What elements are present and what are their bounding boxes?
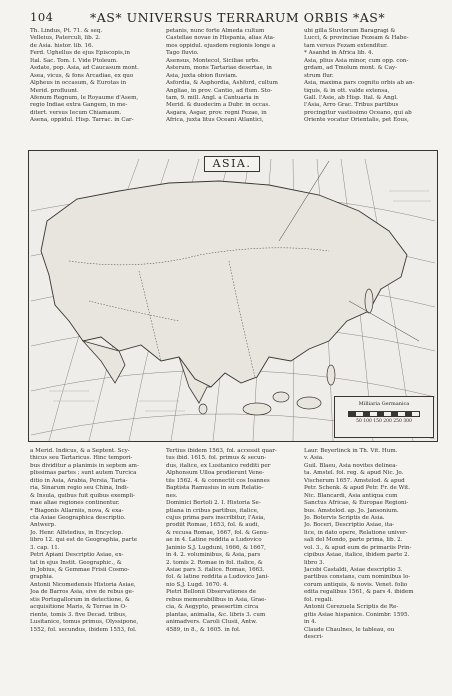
text-line: Ital. Sac. Tom. I. Vide Ptoleum. <box>30 57 118 64</box>
text-line: bus. Amstelod. ap. Jo. Jansonium. <box>304 507 399 514</box>
text-line: regio Indiae extra Gangem, in me- <box>30 102 128 109</box>
scale-label: Milliaria Germanica <box>358 401 410 407</box>
text-line: cia, & Aegypto, praesertim circa <box>166 604 259 611</box>
text-line: * Biagonis Allarniis, nova, & exa- <box>30 507 124 514</box>
text-line: cta Asiae Geographica descriptio. <box>30 514 126 521</box>
text-line: bus dividitur a planimis in septem am- <box>30 462 139 469</box>
text-line: tiquis, & in ott. valde extensa, <box>304 87 390 94</box>
text-line: dus, italice, ex Lusitanico redditi per <box>166 462 271 469</box>
text-line: Merid. & duodecim a Dubr. in occas. <box>166 102 271 109</box>
text-line: Dominici Bertoli 2. I. Historia Se- <box>166 500 261 507</box>
text-line: Asiae pars 3. italice. Romae, 1663. <box>166 567 265 573</box>
text-line: Antonii Nicomedensis Historia Asiae, <box>30 581 136 588</box>
bottom-column-1 <box>30 448 158 682</box>
text-line: * Asanhd in Africa lib. 4. <box>304 50 374 57</box>
text-line: Velleius, Paterculi, lib. 2. <box>30 35 101 42</box>
text-line: plantas, animalia, &c. libris 3. cum <box>166 611 266 618</box>
text-line: thicus seu Tartaricus. Hinc tempori- <box>30 455 133 462</box>
text-line: 2. tomis 2. Romae in fol. italice, & <box>166 559 263 566</box>
text-line: plissimas partes ; sunt autem Turcica <box>30 470 137 477</box>
text-line: grdam, ad Tmolum mont. & Cay- <box>304 65 398 72</box>
text-line: & recusa Romae, 1667, fol. & Genu- <box>166 529 269 536</box>
text-line: Nic. Blancardi, Asia antiqua cum <box>304 492 398 499</box>
text-line: Antwerp. <box>30 522 57 529</box>
text-line: Asfordia, & Asphordia, Ashford, cultum <box>166 80 278 87</box>
text-line: acquisitione Maris, & Terrae in O- <box>30 604 128 611</box>
text-line: ditio in Asia, Arabia, Persia, Tarta- <box>30 477 128 484</box>
text-line: Pietri Bellonii Observationes de <box>166 589 257 596</box>
text-line: ubi gilla Stuvlorum Baragragi & <box>304 28 396 34</box>
scale-cartouche <box>334 396 434 438</box>
top-column-3 <box>304 28 436 148</box>
text-line: v. Asia. <box>304 455 324 462</box>
text-line: Oriente vocatur Orientalis, pet Eous, <box>304 117 409 124</box>
text-line: Laur. Beyerlinck in Th. Vit. Hum. <box>304 448 398 454</box>
text-line: Ferd. Ughellus de ejus Episcopis,in <box>30 50 130 57</box>
text-line: Jo. Boceri, Descriptio Asiae, ita- <box>304 522 395 529</box>
text-line: Alpheus in occasum, & Eurotas in <box>30 80 127 87</box>
text-line: Janinio S.J. Lugduni, 1666, & 1667, <box>166 544 266 551</box>
map-title: ASIA. <box>204 156 260 172</box>
text-line: Baptista Ramusius in sum Relatio- <box>166 485 264 492</box>
text-line: Afenum Regnum, le Royaume d'Asem, <box>30 94 139 101</box>
text-line: Asdate, pop. Asia, ad Caucasum mont. <box>30 65 139 72</box>
text-line: corum antiquis, & novis. Venet. folio <box>304 581 408 588</box>
text-line: tam versus Fezam extenditur. <box>304 42 388 49</box>
text-line: lice, in dato opere, Relatione univer- <box>304 529 408 536</box>
text-line: ditert. versus Iecum Chiamaum. <box>30 109 122 116</box>
text-line: Tertius ibidem 1563, fol. accessit quar- <box>166 448 277 454</box>
asia-landmass <box>41 181 407 387</box>
text-line: Africa, juxta litus Oceani Atlantici, <box>166 117 264 124</box>
text-line: precingitur vastissimo Oceano, qui ab <box>304 109 412 116</box>
text-line: graphia. <box>30 574 54 581</box>
text-line: ta. Amstel. fol. reg. & apud Nic. Jo. <box>304 470 404 477</box>
text-line: edita regalibus 1561, & pars 4. ibidem <box>304 589 414 596</box>
text-line: Vischerum 1657. Amstelod. & apud <box>304 477 405 484</box>
text-line: fol. regali. <box>304 596 334 603</box>
scale-bar <box>348 411 420 417</box>
running-title: *AS* UNIVERSUS TERRARUM ORBIS *AS* <box>90 10 386 25</box>
text-line: ria, Sinarum regio seu China, Indi- <box>30 485 129 492</box>
text-line: libro 12. qui est de Geographia, parte <box>30 537 138 544</box>
text-line: riente, tomis 3. five Decad. tribus, <box>30 611 127 618</box>
text-line: Lucci, & provinciae Fezeam & Habe- <box>304 35 409 42</box>
text-line: Asterum, mons Tartariae desertae, in <box>166 65 272 72</box>
text-line: tam, 9. mill. Angl. a Cantuaria in <box>166 94 259 101</box>
text-line: a Merid. Indicus, & a Septent. Scy- <box>30 448 130 454</box>
text-line: Asgara, Asgar, prov. regni Fezae, in <box>166 109 267 116</box>
text-line: in 4. 2. voluminibus, & Asia, pars <box>166 552 261 559</box>
text-line: cujus prima pars inscribitur, l'Asia, <box>166 514 266 521</box>
text-line: tat in ejus Instit. Geographic., & <box>30 559 122 566</box>
text-line: ae in 4. Latine reddita a Ludovico <box>166 537 262 544</box>
text-line: Joa de Barros Asia, sive de rebus ge- <box>30 589 134 596</box>
text-line: Claude Chaulnes, le tableau, ou <box>304 626 395 633</box>
text-line: Asia, plius Asia minor, cum opp. con- <box>304 57 409 64</box>
scale-numbers: 50 100 150 200 250 300 <box>356 419 412 424</box>
text-line: animadvers. Caroli Clusii, Antw. <box>166 619 257 626</box>
text-line: libro 3. <box>304 559 325 566</box>
text-line: Merid. profluunt. <box>30 87 79 94</box>
text-line: tus ibid. 1615. fol. primus & secun- <box>166 455 267 462</box>
text-line: vol. 3., & apud eum de primariis Prin- <box>304 544 412 551</box>
text-line: 4589, in 8., & 1605. in fol. <box>166 626 241 633</box>
text-line: partibus constans, cum nominibus lo- <box>304 574 411 581</box>
text-line: Asena, oppidul. Hisp. Tarrac. in Car- <box>30 117 134 124</box>
text-line: rebus memorabilibus in Asia, Grae- <box>166 596 267 603</box>
text-line: Guil. Blaeu, Asia novites delinea- <box>304 462 398 469</box>
asia-map <box>28 150 438 442</box>
top-column-1 <box>30 28 158 148</box>
text-line: strum flur. <box>304 72 334 79</box>
bottom-column-2 <box>166 448 294 682</box>
text-line: prodiit Romae, 1653, fol. & audi, <box>166 522 260 529</box>
text-line: l'Asia, Arro Grac. Tribus partibus <box>304 102 399 109</box>
text-line: sali del Mondo, parte prima, lib. 2. <box>304 537 403 544</box>
text-line: descri- <box>304 633 324 640</box>
text-line: fol. & latine reddita a Ludovico Jani- <box>166 574 270 581</box>
text-line: Gall. l'Asie, ab Hisp. Ital. & Angl. <box>304 94 398 101</box>
text-line: nio S.J. Lugd. 1670. 4. <box>166 581 229 588</box>
top-column-2 <box>166 28 294 148</box>
text-line: Lusitanice, tomus primus, Olyssipone, <box>30 619 139 626</box>
text-line: nes. <box>166 492 178 499</box>
text-line: Sanctus Africae, & Europae Regioni- <box>304 500 409 507</box>
text-line: Petr. Schenk. & apud Petr. Fr. de Wit. <box>304 485 411 492</box>
text-line: Petri Apiani Descriptio Asiae, ex- <box>30 552 124 559</box>
text-line: Asia, maxima pars cognitu orbis ab an- <box>304 80 415 87</box>
bottom-column-3 <box>304 448 436 682</box>
text-line: ptiana in cribus partibus, italice, <box>166 507 259 514</box>
text-line: mos oppidul. ejusdem regionis longe a <box>166 42 276 49</box>
page-number: 104 <box>30 10 54 24</box>
text-line: Th. Lindus, Pt. 71. & seq. <box>30 28 103 34</box>
text-line: Jacobi Castaldi, Asiae descriptio 3. <box>304 567 403 573</box>
text-line: Tago fluvio. <box>166 50 199 57</box>
text-line: stis Portugallorum in detectione, & <box>30 596 130 603</box>
text-line: gitis Asiae hispanice. Conimbr. 1595. <box>304 611 410 618</box>
text-line: Asia, juxta obion fluviam. <box>166 72 238 79</box>
text-line: Castellae novae in Hispania, alias Ata- <box>166 35 275 42</box>
text-line: cipibus Asiae, italice, ibidem parte 2. <box>304 552 410 559</box>
text-line: Asensus, Montecol, Siciliae urbs. <box>166 57 260 64</box>
text-line: Angliae, in prov. Cantio, ad flum. Sto- <box>166 87 273 94</box>
text-line: Jo. Botervis Scriptis de Asia. <box>304 514 385 521</box>
text-line: & Insula, quibus fuit quibus exempli- <box>30 492 135 499</box>
text-line: Antonii Cerezuela Scriptis de Re- <box>304 604 399 611</box>
text-line: de Asia. histor. lib. 16. <box>30 42 94 49</box>
text-line: petanis, nunc forte Almeda cultum <box>166 28 265 34</box>
text-line: Jo. Henr. Alfstedius, in Encyclop. <box>30 529 123 536</box>
page-header <box>30 10 440 26</box>
text-line: Asea, vicus, & fons Arcadiae, ex quo <box>30 72 134 79</box>
text-line: in 4. <box>304 619 317 626</box>
text-line: mae aliae regiones continentur. <box>30 500 120 507</box>
text-line: 1552, fol. secundus, ibidem 1553, fol. <box>30 626 137 633</box>
text-line: tiis 1562. 4. & connectit cos Ioannes <box>166 477 270 484</box>
text-line: in Jobius, & Gemmae Frisii Cosmo- <box>30 567 130 573</box>
text-line: Alphonsum Ulloa prodierunt Vene- <box>166 470 265 477</box>
text-line: 3. cap. 11. <box>30 544 60 551</box>
